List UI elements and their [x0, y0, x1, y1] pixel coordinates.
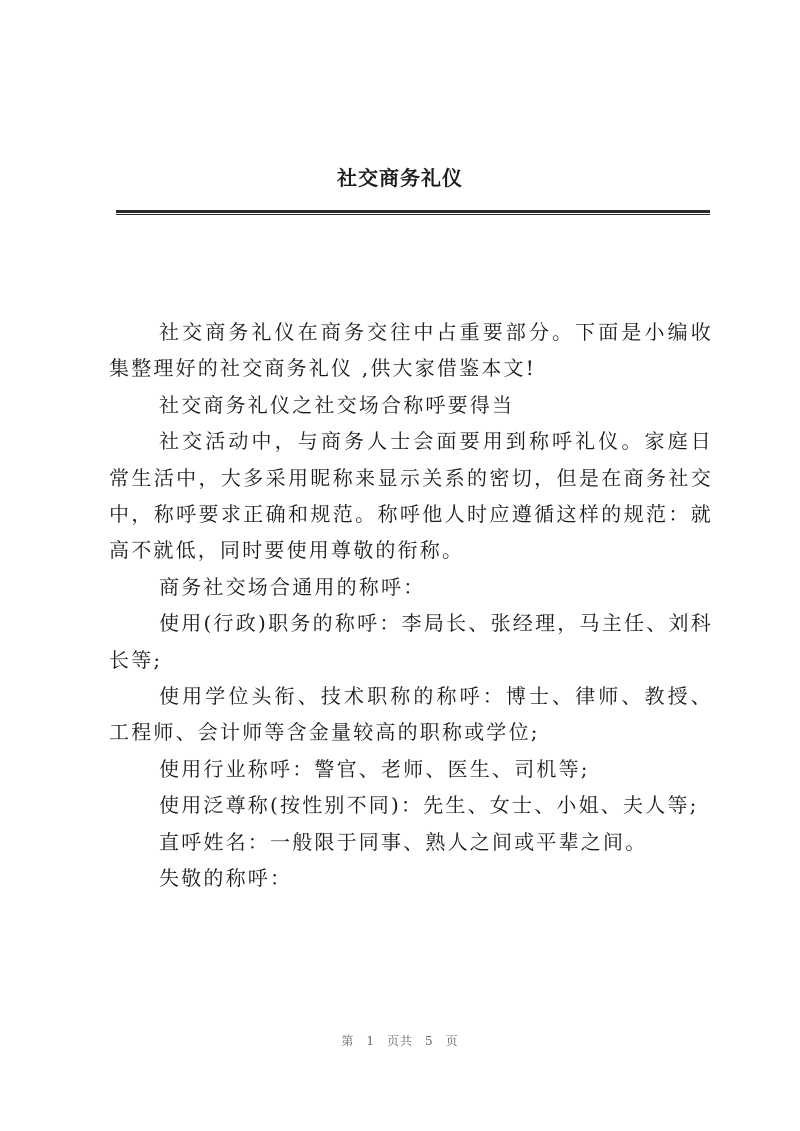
paragraph-job-titles: 使用(行政)职务的称呼：李局长、张经理，马主任、刘科长等; — [109, 611, 713, 672]
paragraph-common-titles-heading: 商务社交场合通用的称呼： — [159, 574, 426, 599]
paragraph-general-honorifics: 使用泛尊称(按性别不同)：先生、女士、小姐、夫人等; — [159, 793, 699, 818]
footer-total-pages: 5 — [425, 1034, 434, 1048]
paragraph-section-heading: 社交商务礼仪之社交场合称呼要得当 — [159, 392, 515, 417]
paragraph-intro: 社交商务礼仪在商务交往中占重要部分。下面是小编收集整理好的社交商务礼仪 ,供大家借鉴本文! — [109, 320, 713, 381]
paragraph-industry-titles: 使用行业称呼：警官、老师、医生、司机等; — [159, 756, 590, 781]
page-title: 社交商务礼仪 — [337, 166, 463, 190]
footer-middle: 页共 — [386, 1034, 413, 1048]
paragraph-academic-titles: 使用学位头衔、技术职称的称呼：博士、律师、教授、工程师、会计师等含金量较高的职称或学位; — [109, 684, 713, 745]
footer-prefix: 第 — [341, 1034, 355, 1048]
page-footer — [0, 1032, 800, 1049]
footer-suffix: 页 — [445, 1034, 459, 1048]
paragraph-social-activities: 社交活动中，与商务人士会面要用到称呼礼仪。家庭日常生活中，大多采用昵称来显示关系的密切，但是在商务社交中，称呼要求正确和规范。称呼他人时应遵循这样的规范：就高不就低，同时要使用尊敬的衔称。 — [109, 429, 713, 563]
paragraph-direct-names: 直呼姓名：一般限于同事、熟人之间或平辈之间。 — [159, 829, 648, 854]
title-divider — [116, 210, 710, 215]
document-body — [109, 314, 713, 897]
paragraph-disrespectful-heading: 失敬的称呼： — [159, 866, 293, 891]
footer-current-page: 1 — [366, 1034, 375, 1048]
